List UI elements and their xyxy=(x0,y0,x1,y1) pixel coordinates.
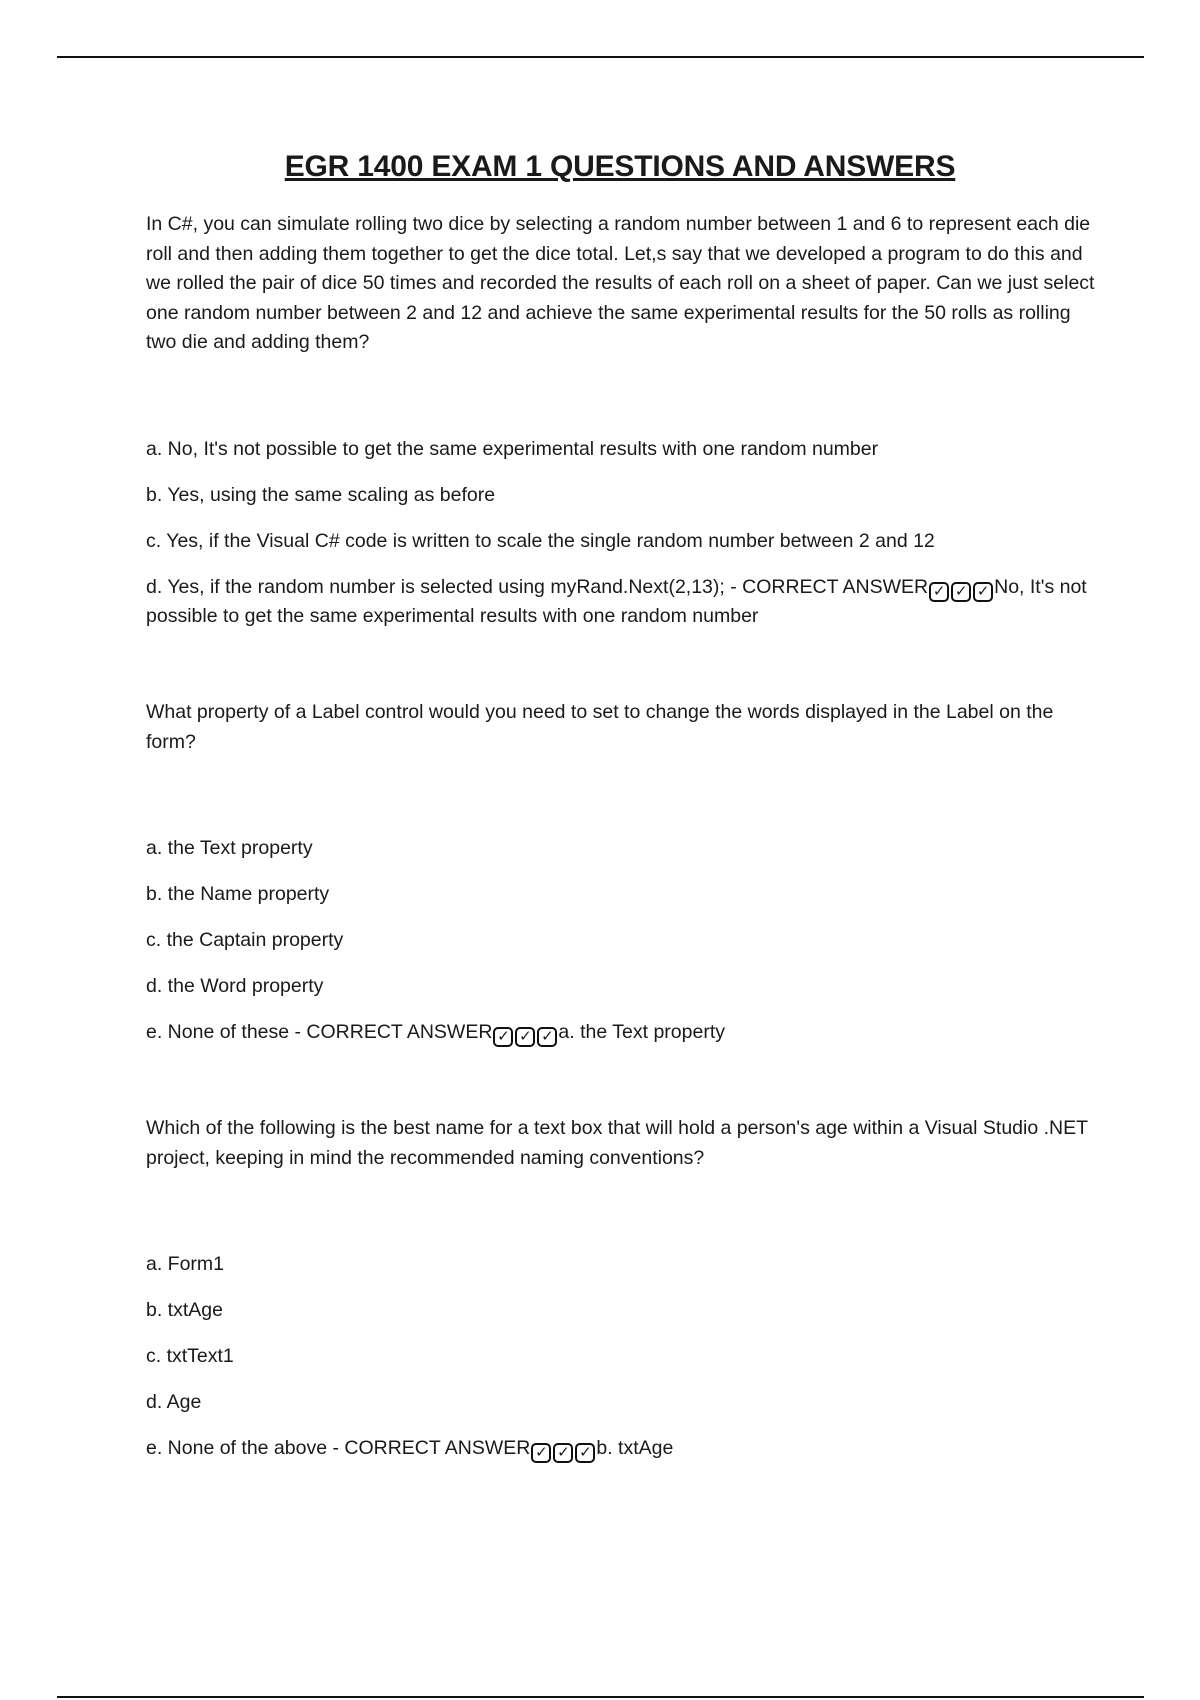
question-2-answer: a. the Text property xyxy=(558,1021,725,1043)
question-2-option-b: b. the Name property xyxy=(146,883,330,905)
checkbox-icon: ✓ xyxy=(537,1027,557,1047)
question-3-option-e-text: e. None of the above - CORRECT ANSWER xyxy=(146,1437,531,1459)
checkbox-icon: ✓ xyxy=(515,1027,535,1047)
checkbox-icon: ✓ xyxy=(951,582,971,602)
question-1-answer: No, It's not possible to get the same experimental results with one random number xyxy=(146,575,1087,627)
question-1-option-d-text: d. Yes, if the random number is selected using myRand.Next(2,13); - CORRECT ANSWER xyxy=(146,575,929,598)
question-2-option-e xyxy=(146,1018,1096,1048)
question-3-answer: b. txtAge xyxy=(596,1437,674,1459)
question-2-option-d: d. the Word property xyxy=(146,975,324,997)
document-body xyxy=(146,210,1096,1480)
checkbox-icon: ✓ xyxy=(973,582,993,602)
question-3-text: Which of the following is the best name for a text box that will hold a person's age within a Visual Studio .NET project, keeping in mind the recommended naming conventions? xyxy=(146,1117,1088,1169)
question-1-text: In C#, you can simulate rolling two dice by selecting a random number between 1 and 6 to represent each die roll and then adding them together to get the dice total. Let,s say that we developed a program to do this and we rolled the pair of dice 50 times and recorded the results of each roll on a sheet of paper. Can we just select one random number between 2 and 12 and achieve the same experimental results for the 50 rolls as rolling two die and adding them? xyxy=(146,213,1095,353)
checkbox-icon: ✓ xyxy=(553,1443,573,1463)
checkbox-icon: ✓ xyxy=(929,582,949,602)
checkbox-icon: ✓ xyxy=(531,1443,551,1463)
checkbox-icon: ✓ xyxy=(493,1027,513,1047)
question-3-option-b: b. txtAge xyxy=(146,1299,223,1321)
question-1-option-b: b. Yes, using the same scaling as before xyxy=(146,483,496,506)
page-title: EGR 1400 EXAM 1 QUESTIONS AND ANSWERS xyxy=(284,150,956,183)
question-3-option-e xyxy=(146,1434,1096,1464)
question-2-text: What property of a Label control would you need to set to change the words displayed in the Label on the form? xyxy=(146,701,1054,753)
question-1-option-d xyxy=(146,573,1096,632)
question-3-option-c: c. txtText1 xyxy=(146,1345,234,1367)
question-1-option-a: a. No, It's not possible to get the same experimental results with one random number xyxy=(146,437,879,460)
question-2-option-e-text: e. None of these - CORRECT ANSWER xyxy=(146,1021,493,1043)
header-rule xyxy=(57,56,1144,58)
question-2-option-c: c. the Captain property xyxy=(146,929,344,951)
check-icons xyxy=(928,573,994,603)
question-1-option-c: c. Yes, if the Visual C# code is written to scale the single random number between 2 and 12 xyxy=(146,529,935,552)
question-3-option-d: d. Age xyxy=(146,1391,202,1413)
checkbox-icon: ✓ xyxy=(575,1443,595,1463)
footer-rule xyxy=(57,1696,1144,1698)
question-3-option-a: a. Form1 xyxy=(146,1253,225,1275)
check-icons xyxy=(492,1018,558,1048)
check-icons xyxy=(530,1434,596,1464)
question-2-option-a: a. the Text property xyxy=(146,837,313,859)
